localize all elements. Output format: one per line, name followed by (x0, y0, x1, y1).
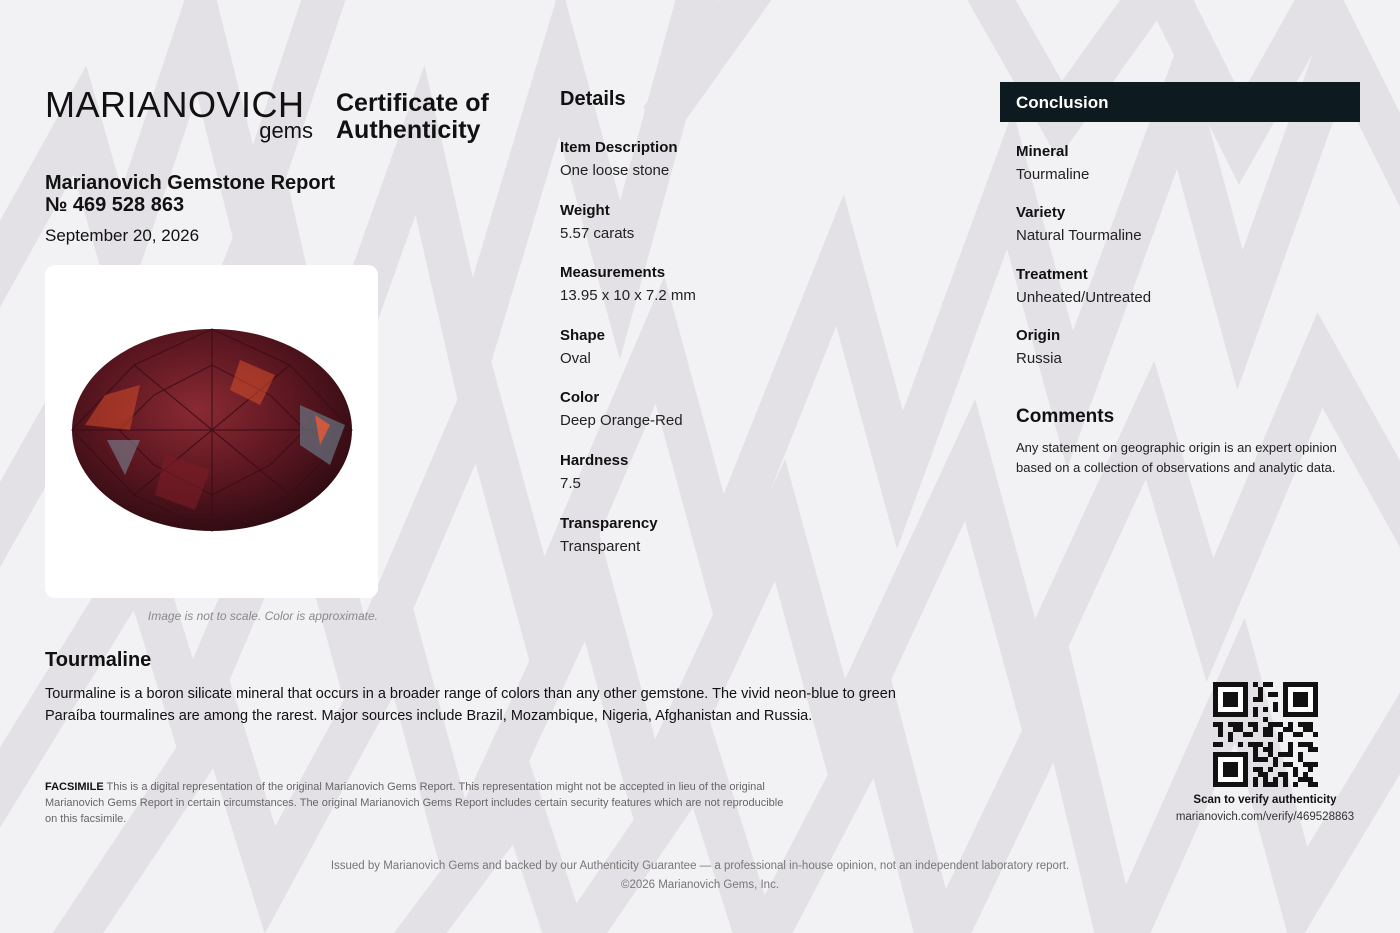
detail-value: Oval (560, 350, 591, 367)
report-number (45, 194, 184, 217)
report-title: Marianovich Gemstone Report (45, 172, 336, 194)
detail-weight (560, 202, 634, 242)
qr-code-icon[interactable] (1213, 682, 1318, 787)
conclusion-value: Tourmaline (1016, 166, 1090, 183)
detail-label: Shape (560, 327, 606, 344)
conclusion-label: Variety (1016, 204, 1066, 221)
photo-disclaimer: Image is not to scale. Color is approximate. (147, 609, 378, 623)
detail-value: 13.95 x 10 x 7.2 mm (560, 287, 696, 304)
conclusion-value: Natural Tourmaline (1016, 227, 1142, 244)
details-heading: Details (560, 88, 626, 110)
report-number-prefix: № (45, 194, 68, 216)
brand-name: MARIANOVICH (45, 84, 305, 125)
facsimile-label: FACSIMILE (45, 781, 104, 793)
brand-logo (45, 82, 315, 152)
verify-url[interactable]: marianovich.com/verify/469528863 (1175, 811, 1355, 823)
conclusion-heading: Conclusion (1016, 93, 1109, 112)
certificate-title: Certificate of Authenticity (336, 89, 489, 144)
conclusion-variety (1016, 204, 1142, 244)
brand-sub: gems (259, 118, 313, 143)
detail-label: Hardness (560, 452, 629, 469)
comments-text: Any statement on geographic origin is an expert opinion based on a collection of observations and analytic data. (1016, 440, 1337, 475)
detail-item-description (560, 139, 678, 179)
conclusion-value: Unheated/Untreated (1016, 289, 1152, 306)
detail-value: One loose stone (560, 162, 670, 179)
detail-value: Deep Orange-Red (560, 412, 683, 429)
conclusion-origin (1016, 327, 1062, 367)
conclusion-mineral (1016, 143, 1089, 183)
detail-transparency (560, 515, 658, 555)
comments-heading: Comments (1016, 406, 1115, 427)
detail-value: 7.5 (560, 475, 581, 492)
conclusion-label: Treatment (1016, 266, 1088, 283)
mineral-info-text: Tourmaline is a boron silicate mineral that occurs in a broader range of colors than any other gemstone. The vivid neon-blue to green Paraíba tourmalines are among the rarest. Major sources include Brazil, Mozambique, Nigeria, Afghanistan and Russia. (45, 686, 896, 724)
detail-shape (560, 327, 605, 367)
gemstone-photo-card (45, 265, 378, 598)
detail-label: Item Description (560, 139, 678, 156)
detail-value: Transparent (560, 538, 641, 555)
footer-copyright: ©2026 Marianovich Gems, Inc. (620, 879, 780, 891)
mineral-info-heading: Tourmaline (45, 649, 152, 671)
detail-measurements (560, 264, 696, 304)
gemstone-photo (45, 265, 378, 598)
detail-hardness (560, 452, 628, 492)
detail-label: Measurements (560, 264, 666, 281)
report-number-value: 469 528 863 (72, 194, 185, 216)
qr-caption: Scan to verify authenticity (1193, 794, 1337, 806)
report-date: September 20, 2026 (45, 226, 200, 245)
facsimile-notice (45, 779, 790, 827)
facsimile-text: This is a digital representation of the original Marianovich Gems Report. This representation might not be accepted in lieu of the original Marianovich Gems Report in certain circumstances. The original Marianovich Gems Report includes certain security features which are not reproducible on this facsimile. (45, 781, 784, 825)
detail-value: 5.57 carats (560, 225, 635, 242)
conclusion-header (1000, 82, 1360, 122)
detail-label: Weight (560, 202, 610, 219)
conclusion-label: Mineral (1016, 143, 1069, 160)
detail-color (560, 389, 683, 429)
detail-label: Transparency (560, 515, 658, 532)
detail-label: Color (560, 389, 600, 406)
footer-guarantee: Issued by Marianovich Gems and backed by our Authenticity Guarantee — a professional in-house opinion, not an independent laboratory report. (330, 860, 1070, 872)
conclusion-treatment (1016, 266, 1151, 306)
conclusion-label: Origin (1016, 327, 1061, 344)
conclusion-value: Russia (1016, 350, 1062, 367)
